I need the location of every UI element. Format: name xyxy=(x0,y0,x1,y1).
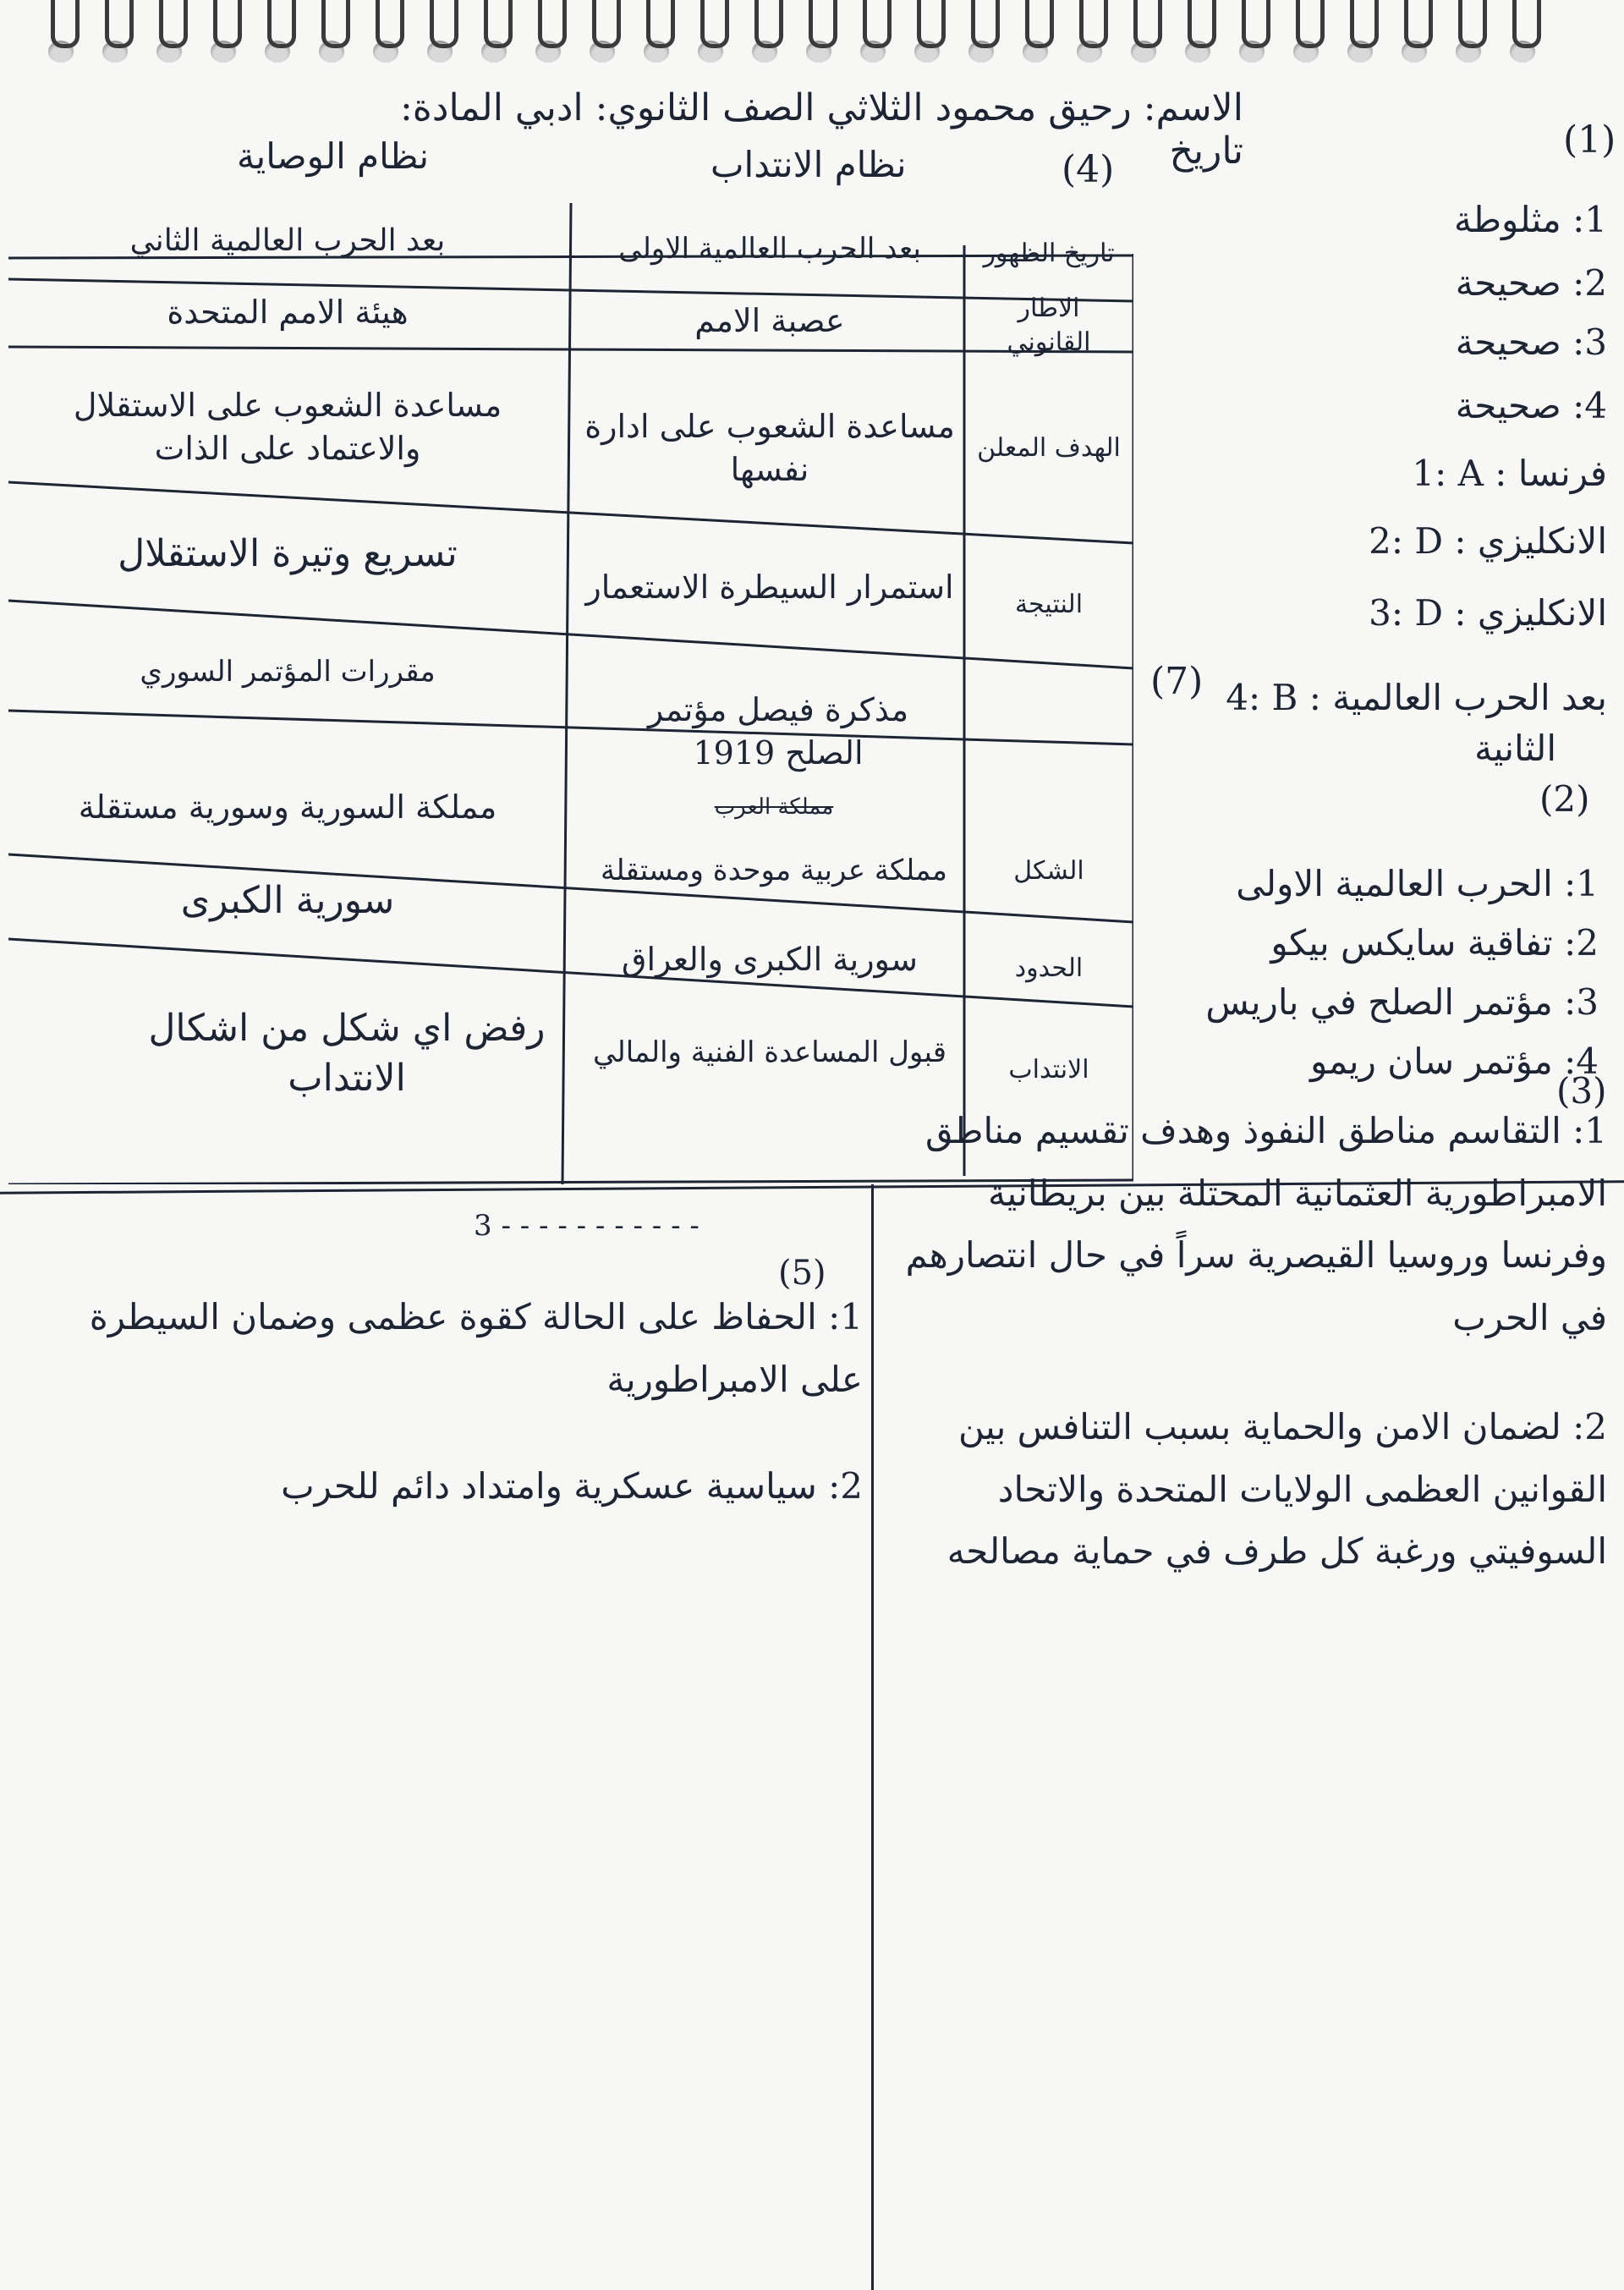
trusteeship-title: نظام الوصاية xyxy=(237,135,430,177)
cell-form-mandate-struck: مملكة العرب xyxy=(714,794,834,821)
answer-2-4: 4: B : بعد الحرب العالمية xyxy=(1226,677,1607,718)
spiral-ring xyxy=(1025,0,1054,48)
spiral-ring xyxy=(592,0,621,48)
spiral-ring xyxy=(1296,0,1325,48)
row-label-form: الشكل xyxy=(1013,855,1084,886)
spiral-ring xyxy=(430,0,458,48)
spiral-ring xyxy=(1512,0,1541,48)
spiral-ring xyxy=(321,0,350,48)
row-label-doc xyxy=(968,677,1129,753)
mandate-title: نظام الانتداب xyxy=(710,144,907,185)
spiral-ring xyxy=(863,0,892,48)
bottom-right-answer-1: 1: التقاسم مناطق النفوذ وهدف تقسيم مناطق الامبراطورية العثمانية المحتلة بين بريطانية وفرنسا وروسيا القيصرية سراً في حال انتصارهم في الحرب xyxy=(905,1110,1607,1338)
bottom-left-answer-1: 1: الحفاظ على الحالة كقوة عظمى وضمان السيطرة على الامبراطورية xyxy=(89,1296,863,1400)
bottom-right-answer-2: 2: لضمان الامن والحماية بسبب التنافس بين القوانين العظمى الولايات المتحدة والاتحاد السوفيتي ورغبة كل طرف في حماية مصالحه xyxy=(946,1406,1607,1572)
cell-form-trusteeship: مملكة السورية وسورية مستقلة xyxy=(78,788,497,826)
student-header: الاسم: رحيق محمود الثلاثي الصف الثانوي: ادبي المادة: تاريخ xyxy=(399,86,1243,173)
question-4-mark: (4) xyxy=(1062,148,1115,191)
answer-1-3: 3: صحيحة xyxy=(1455,321,1607,363)
spiral-ring xyxy=(159,0,188,48)
dashes-line: 3 - - - - - - - - - - - xyxy=(474,1209,700,1243)
spiral-ring xyxy=(809,0,837,48)
row-label-legal: الاطار القانوني xyxy=(1007,293,1091,357)
cell-form-mandate: مملكة عربية موحدة ومستقلة xyxy=(601,854,947,888)
spiral-ring xyxy=(538,0,567,48)
spiral-ring xyxy=(1242,0,1270,48)
spiral-ring xyxy=(754,0,783,48)
spiral-ring xyxy=(1133,0,1162,48)
answer-3-4: 4: مؤتمر سان ريمو xyxy=(1309,1041,1599,1082)
cell-borders-trusteeship: سورية الكبرى xyxy=(180,879,395,923)
cell-mandate-trusteeship: رفض اي شكل من اشكال الانتداب xyxy=(148,1006,546,1100)
row-label-goal: الهدف المعلن xyxy=(977,432,1121,463)
spiral-ring xyxy=(971,0,1000,48)
col-head-date: تاريخ الظهور xyxy=(983,238,1115,268)
spiral-ring xyxy=(646,0,675,48)
answer-2-2: 2: D : الانكليزي xyxy=(1369,520,1607,562)
spiral-ring xyxy=(267,0,296,48)
answer-2-4-cont: الثانية xyxy=(1474,728,1556,769)
spiral-ring xyxy=(1404,0,1433,48)
spiral-ring xyxy=(376,0,404,48)
spiral-ring xyxy=(1188,0,1216,48)
answer-1-4: 4: صحيحة xyxy=(1455,385,1607,426)
col-head-after-ww1: بعد الحرب العالمية الاولى xyxy=(618,232,921,266)
row-label-result: النتيجة xyxy=(1014,589,1084,619)
question-2-mark: (2) xyxy=(1539,778,1590,820)
col-head-after-ww2: بعد الحرب العالمية الثاني xyxy=(129,222,446,258)
spiral-ring xyxy=(105,0,134,48)
spiral-ring xyxy=(484,0,513,48)
spiral-ring xyxy=(700,0,729,48)
cell-doc-mandate: مذكرة فيصل مؤتمر الصلح 1919 xyxy=(647,690,909,772)
answer-1-2: 2: صحيحة xyxy=(1455,262,1607,304)
answer-1-1: 1: مثلوطة xyxy=(1454,199,1607,240)
question-1-mark: (1) xyxy=(1563,118,1616,162)
vertical-divider xyxy=(871,1184,874,2290)
cell-legal-trusteeship: هيئة الامم المتحدة xyxy=(167,294,409,332)
cell-borders-mandate: سورية الكبرى والعراق xyxy=(621,941,919,979)
spiral-ring xyxy=(1350,0,1379,48)
question-7-mark: (7) xyxy=(1150,660,1204,703)
spiral-ring xyxy=(51,0,80,48)
cell-mandate-mandate: قبول المساعدة الفنية والمالي xyxy=(593,1035,946,1070)
cell-result-trusteeship: تسريع وتيرة الاستقلال xyxy=(118,532,458,576)
row-label-borders: الحدود xyxy=(1014,953,1084,983)
spiral-binding xyxy=(51,0,1573,59)
question-3-mark: (3) xyxy=(1556,1070,1607,1112)
answer-3-3: 3: مؤتمر الصلح في باريس xyxy=(1205,981,1599,1023)
answer-2-3: 3: D : الانكليزي xyxy=(1369,592,1607,634)
answer-2-1: 1: A : فرنسا xyxy=(1412,453,1607,494)
spiral-ring xyxy=(213,0,242,48)
cell-result-mandate: استمرار السيطرة الاستعمار xyxy=(585,568,954,607)
cell-goal-trusteeship: مساعدة الشعوب على الاستقلال والاعتماد على الذات xyxy=(73,386,502,467)
answer-3-2: 2: تفاقية سايكس بيكو xyxy=(1270,922,1599,964)
spiral-ring xyxy=(917,0,946,48)
spiral-ring xyxy=(1458,0,1487,48)
cell-legal-mandate: عصبة الامم xyxy=(694,302,845,340)
bottom-left-answer-2: 2: سياسية عسكرية وامتداد دائم للحرب xyxy=(281,1465,863,1507)
cell-goal-mandate: مساعدة الشعوب على ادارة نفسها xyxy=(584,407,955,488)
answer-3-1: 1: الحرب العالمية الاولى xyxy=(1236,863,1599,904)
row-label-mandate: الانتداب xyxy=(1008,1054,1089,1085)
spiral-ring xyxy=(1079,0,1108,48)
question-5-mark: (5) xyxy=(778,1254,826,1293)
cell-doc-trusteeship: مقررات المؤتمر السوري xyxy=(140,655,436,689)
